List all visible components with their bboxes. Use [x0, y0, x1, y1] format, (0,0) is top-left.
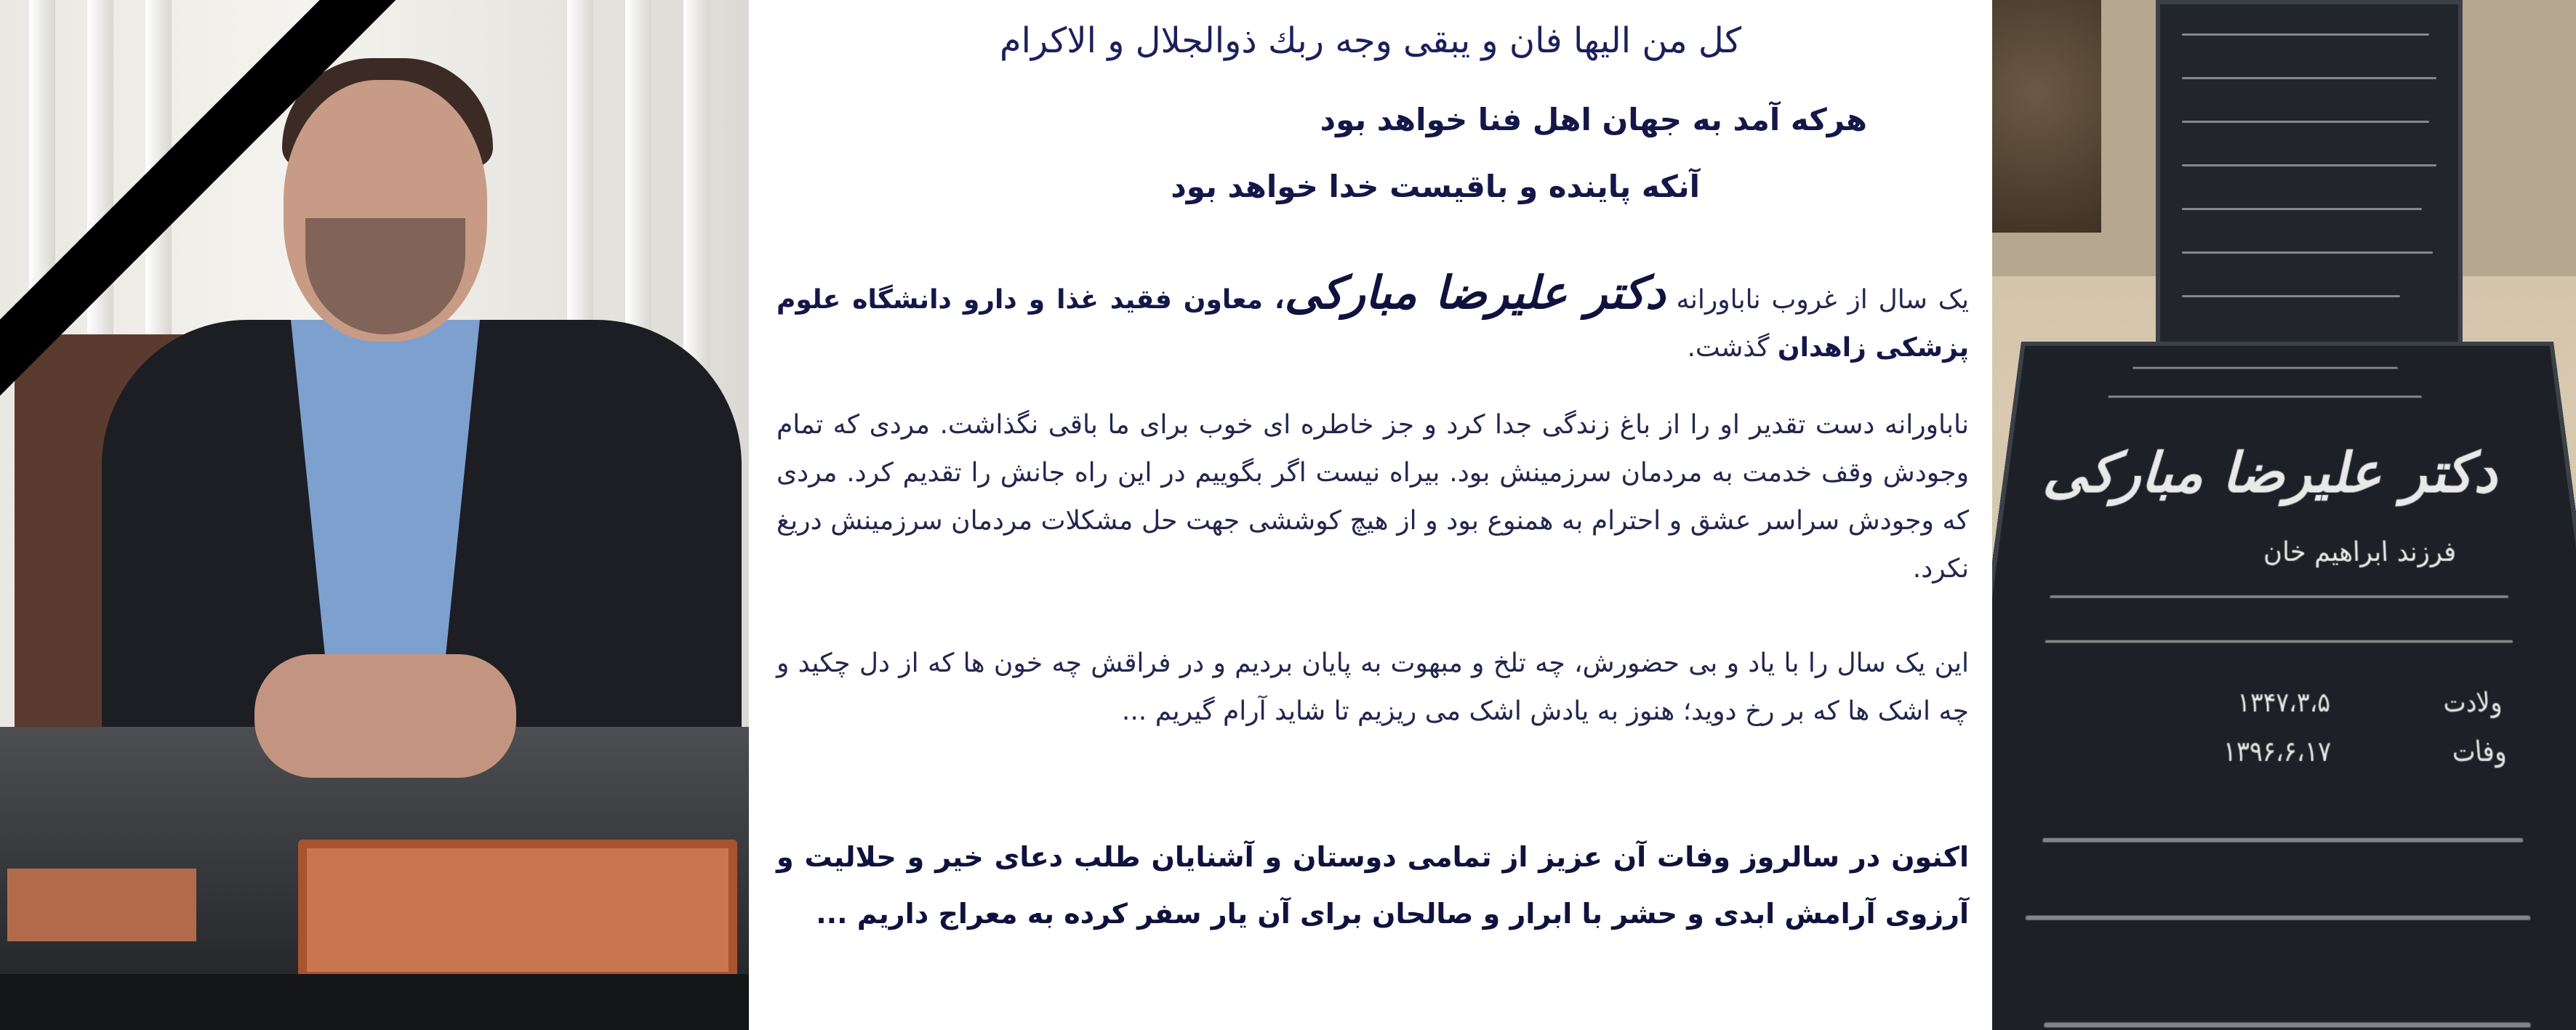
deceased-name: دکتر علیرضا مبارکی [1284, 266, 1666, 319]
intro-lead: یک سال از غروب ناباورانه [1665, 285, 1969, 315]
birth-label: ولادت [2441, 686, 2503, 719]
intro-tail: گذشت. [1687, 333, 1778, 363]
quran-verse: كل من اليها فان و يبقى وجه ربك ذوالجلال و الاكرام [999, 20, 1742, 61]
gravestone-father: فرزند ابراهیم خان [2263, 535, 2457, 568]
gravestone-photo [1992, 0, 2576, 1030]
grief-paragraph: این یک سال را با یاد و بی حضورش، چه تلخ و مبهوت به پایان بردیم و در فراقش چه خون ها که از دل چکید و چه اشک ها که بر رخ دوید؛ هنوز به یادش اشک می ریزیم تا شاید آرام گیریم ... [777, 648, 1969, 726]
prayer-request-paragraph: اکنون در سالروز وفات آن عزیز از تمامی دوستان و آشنایان طلب دعای خیر و حلالیت و آرزوی آرامش ابدی و حشر با ابرار و صالحان برای آن یار سفر کرده به معراج داریم ... [777, 841, 1969, 930]
poem-line-2: آنکه پاینده و باقیست خدا خواهد بود [1171, 169, 1700, 204]
death-date: ۱۳۹۶،۶،۱۷ [2223, 735, 2332, 768]
desk-organizer [7, 869, 196, 941]
headstone-upper [2156, 0, 2463, 350]
desk-tray [298, 840, 737, 981]
portrait-photo [0, 0, 749, 1030]
deceased-title: ، معاون فقید غذا و دارو دانشگاه علوم پزشکی زاهدان [777, 285, 1969, 363]
shrub [1992, 0, 2101, 233]
intro-paragraph [777, 266, 1969, 372]
death-label: وفات [2450, 735, 2508, 768]
birth-date: ۱۳۴۷،۳،۵ [2236, 686, 2331, 719]
gravestone-slab [1992, 342, 2576, 1030]
poem-line-1: هرکه آمد به جهان اهل فنا خواهد بود [1320, 102, 1867, 137]
tribute-paragraph: ناباورانه دست تقدیر او را از باغ زندگی جدا کرد و جز خاطره ای خوب برای ما باقی نگذاشت. مردی که تمام وجودش وقف خدمت به مردمان سرزمینش بود. بیراه نیست اگر بگوییم در این راه جانش را تقدیم کرد. مردی که وجودش سراسر عشق و احترام به همنوع بود و از هیچ کوششی جهت حل مشکلات مردمان سرزمینش دریغ نکرد. [777, 410, 1969, 584]
memorial-notice [750, 0, 1991, 1030]
gravestone-name: دکتر علیرضا مبارکی [2040, 440, 2500, 506]
clasped-hands [254, 654, 516, 778]
